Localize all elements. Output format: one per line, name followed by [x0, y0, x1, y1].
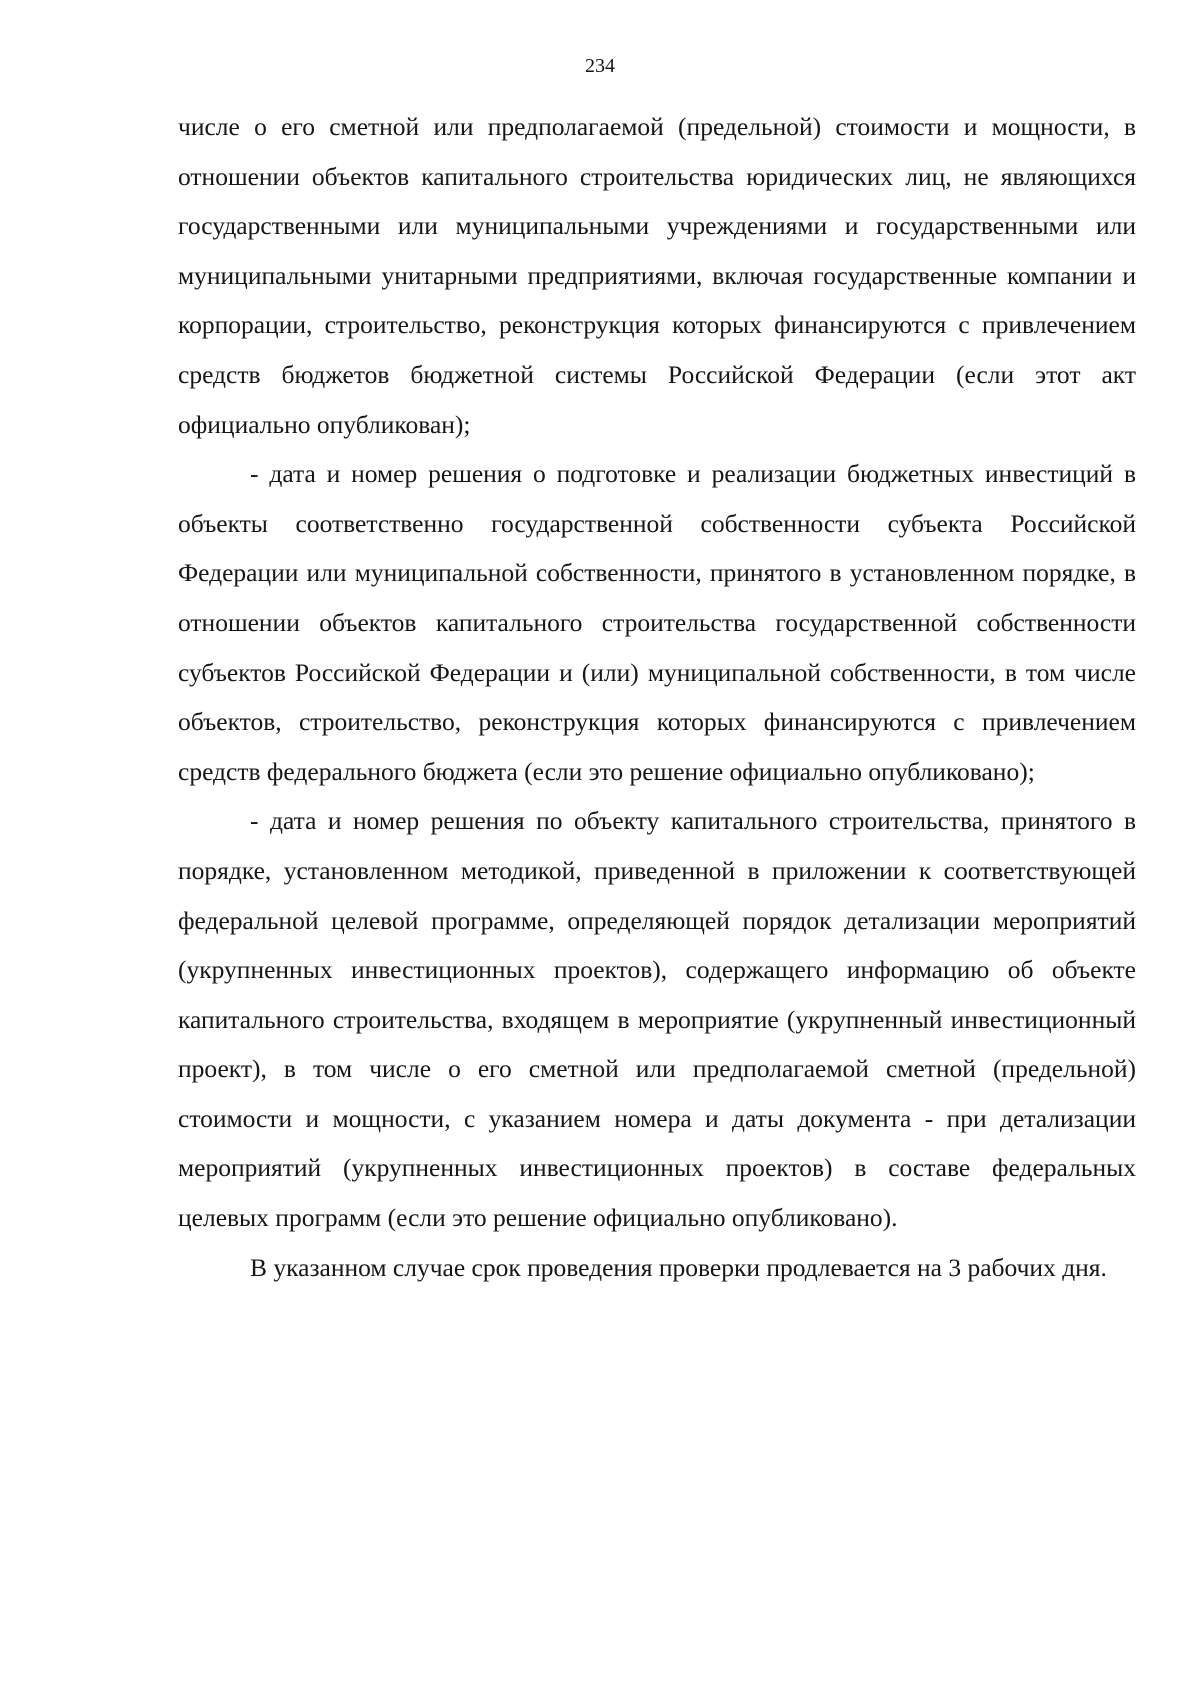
- body-text: [178, 102, 1136, 1292]
- paragraph-review-extension: В указанном случае срок проведения проверки продлевается на 3 рабочих дня.: [250, 1252, 1107, 1282]
- paragraph-federal-program-decision: - дата и номер решения по объекту капитального строительства, принятого в порядке, установленном методикой, приведенной в приложении к соответствующей федеральной целевой программе, определяющей порядок детализации мероприятий (укрупненных инвестиционных проектов), содержащего информацию об объекте капитального строительства, входящем в мероприятие (укрупненный инвестиционный проект), в том числе о его сметной или предполагаемой сметной (предельной) стоимости и мощности, с указанием номера и даты документа - при детализации мероприятий (укрупненных инвестиционных проектов) в составе федеральных целевых программ (если это решение официально опубликовано).: [178, 806, 1136, 1233]
- paragraph-continuation: числе о его сметной или предполагаемой (предельной) стоимости и мощности, в отношении объектов капитального строительства юридических лиц, не являющихся государственными или муниципальными учреждениями и государственными или муниципальными унитарными предприятиями, включая государственные компании и корпорации, строительство, реконструкция которых финансируются с привлечением средств бюджетов бюджетной системы Российской Федерации (если этот акт официально опубликован);: [178, 112, 1136, 439]
- paragraph-regional-decision: - дата и номер решения о подготовке и реализации бюджетных инвестиций в объекты соответственно государственной собственности субъекта Российской Федерации или муниципальной собственности, принятого в установленном порядке, в отношении объектов капитального строительства государственной собственности субъектов Российской Федерации и (или) муниципальной собственности, в том числе объектов, строительство, реконструкция которых финансируются с привлечением средств федерального бюджета (если это решение официально опубликовано);: [178, 459, 1136, 786]
- page-number: 234: [585, 55, 615, 77]
